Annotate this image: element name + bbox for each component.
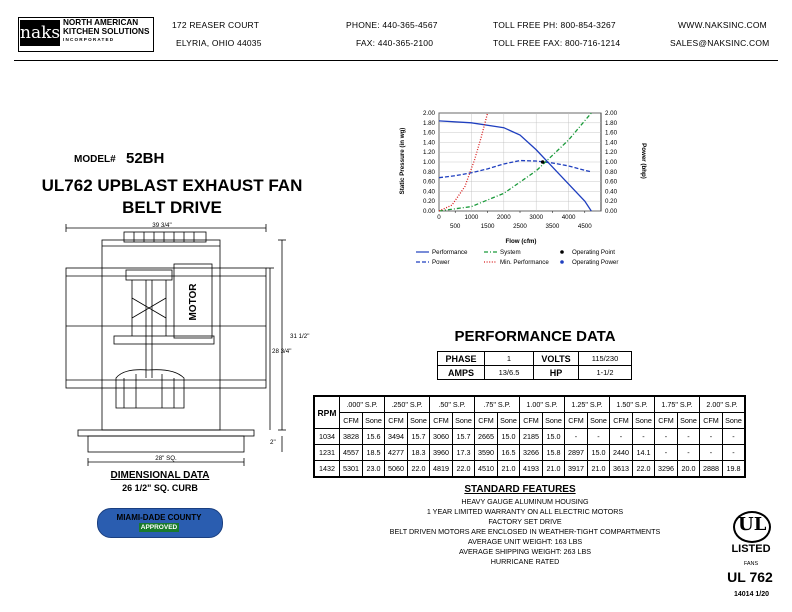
cfm-header: CFM bbox=[340, 413, 363, 429]
base-dimension: 2" bbox=[270, 439, 276, 446]
x-tick-label: 1500 bbox=[480, 223, 495, 230]
sone-header: Sone bbox=[588, 413, 610, 429]
features-title: STANDARD FEATURES bbox=[464, 484, 576, 495]
table-cell: 3494 bbox=[385, 429, 408, 445]
y2-axis-label: Power (bhp) bbox=[640, 143, 647, 179]
logo-line1: NORTH AMERICAN bbox=[63, 18, 139, 27]
table-cell: 16.5 bbox=[498, 445, 520, 461]
table-cell: - bbox=[655, 445, 678, 461]
sp-header: .50" S.P. bbox=[430, 396, 475, 413]
sone-header: Sone bbox=[363, 413, 385, 429]
website-link[interactable]: WWW.NAKSINC.COM bbox=[678, 20, 767, 30]
x-tick-label: 4000 bbox=[561, 214, 576, 221]
cfm-header: CFM bbox=[430, 413, 453, 429]
table-cell: 15.6 bbox=[363, 429, 385, 445]
header-divider bbox=[14, 60, 778, 61]
sone-header: Sone bbox=[633, 413, 655, 429]
table-row bbox=[314, 445, 745, 461]
listed-label: LISTED bbox=[731, 543, 771, 555]
legend-label: Performance bbox=[432, 249, 468, 256]
table-cell: 14.1 bbox=[633, 445, 655, 461]
rpm-cell: 1034 bbox=[314, 429, 340, 445]
phase-value: 1 bbox=[485, 352, 534, 366]
table-cell: - bbox=[610, 429, 633, 445]
table-cell: 15.7 bbox=[408, 429, 430, 445]
logo-text bbox=[63, 19, 155, 45]
table-cell: - bbox=[655, 429, 678, 445]
y-tick-label: 0.60 bbox=[422, 178, 435, 186]
y-tick-label: 0.00 bbox=[422, 208, 435, 215]
table-cell: - bbox=[723, 445, 746, 461]
logo-line2: KITCHEN SOLUTIONS bbox=[63, 26, 150, 36]
table-cell: 4510 bbox=[475, 461, 498, 478]
sone-header: Sone bbox=[678, 413, 700, 429]
fax: FAX: 440-365-2100 bbox=[356, 38, 434, 48]
table-cell: - bbox=[633, 429, 655, 445]
legend-label: Power bbox=[432, 259, 450, 266]
table-cell: 21.0 bbox=[588, 461, 610, 478]
address-line2: ELYRIA, OHIO 44035 bbox=[176, 38, 262, 48]
cfm-header: CFM bbox=[520, 413, 543, 429]
performance-title: PERFORMANCE DATA bbox=[454, 328, 616, 345]
hp-label: HP bbox=[534, 366, 579, 380]
model-label: MODEL# bbox=[74, 154, 116, 165]
motor-label: MOTOR bbox=[188, 283, 199, 321]
table-cell: - bbox=[700, 445, 723, 461]
feature-item: HEAVY GAUGE ALUMINUM HOUSING bbox=[461, 497, 589, 506]
cfm-header: CFM bbox=[475, 413, 498, 429]
feature-item: 1 YEAR LIMITED WARRANTY ON ALL ELECTRIC MOTORS bbox=[426, 507, 624, 516]
table-cell: 3917 bbox=[565, 461, 588, 478]
y-tick-label: 1.00 bbox=[422, 159, 435, 166]
miami-dade-text: MIAMI-DADE COUNTY bbox=[116, 513, 202, 522]
table-cell: 3060 bbox=[430, 429, 453, 445]
table-cell: 3590 bbox=[475, 445, 498, 461]
sp-header: .000" S.P. bbox=[340, 396, 385, 413]
dimensional-drawing bbox=[44, 218, 310, 468]
phone: PHONE: 440-365-4567 bbox=[346, 20, 438, 30]
y-tick-label: 0.20 bbox=[422, 198, 435, 206]
table-cell: 4819 bbox=[430, 461, 453, 478]
table-cell: 2897 bbox=[565, 445, 588, 461]
x-tick-label: 1000 bbox=[464, 214, 479, 221]
y2-tick-label: 0.20 bbox=[605, 198, 618, 206]
table-cell: 3613 bbox=[610, 461, 633, 478]
ul-mark: UL bbox=[738, 514, 767, 535]
table-cell: 3266 bbox=[520, 445, 543, 461]
ul-code: UL 762 bbox=[727, 569, 773, 585]
document-number: 14014 1/20 bbox=[734, 591, 770, 598]
table-cell: 21.0 bbox=[498, 461, 520, 478]
cfm-header: CFM bbox=[385, 413, 408, 429]
table-cell: 22.0 bbox=[453, 461, 475, 478]
y2-tick-label: 0.60 bbox=[605, 178, 618, 186]
y-tick-label: 2.00 bbox=[422, 110, 435, 117]
email-link[interactable]: SALES@NAKSINC.COM bbox=[670, 38, 770, 48]
table-cell: 18.5 bbox=[363, 445, 385, 461]
table-cell: 5060 bbox=[385, 461, 408, 478]
table-cell: 15.7 bbox=[453, 429, 475, 445]
table-cell: - bbox=[700, 429, 723, 445]
x-tick-label: 2000 bbox=[496, 214, 511, 221]
rpm-cell: 1231 bbox=[314, 445, 340, 461]
legend-label: Min. Performance bbox=[500, 259, 549, 266]
y2-tick-label: 0.40 bbox=[605, 188, 618, 196]
y-tick-label: 0.40 bbox=[422, 188, 435, 196]
feature-item: AVERAGE UNIT WEIGHT: 163 LBS bbox=[467, 537, 583, 546]
cfm-header: CFM bbox=[565, 413, 588, 429]
table-cell: 3828 bbox=[340, 429, 363, 445]
fans-label: FANS bbox=[743, 561, 759, 567]
y-tick-label: 1.20 bbox=[422, 149, 435, 157]
feature-item: AVERAGE SHIPPING WEIGHT: 263 LBS bbox=[458, 547, 592, 556]
table-cell: 21.0 bbox=[543, 461, 565, 478]
volts-value: 115/230 bbox=[579, 352, 632, 366]
table-cell: 15.8 bbox=[543, 445, 565, 461]
cfm-header: CFM bbox=[655, 413, 678, 429]
phase-label: PHASE bbox=[438, 352, 485, 366]
y2-tick-label: 2.00 bbox=[605, 110, 618, 117]
table-row bbox=[314, 461, 745, 478]
y-axis-label: Static Pressure (in wg) bbox=[399, 127, 406, 195]
table-cell: 19.8 bbox=[723, 461, 746, 478]
rpm-performance-table bbox=[313, 395, 746, 478]
sp-header: 1.75" S.P. bbox=[655, 396, 700, 413]
table-cell: 2185 bbox=[520, 429, 543, 445]
legend-label: System bbox=[500, 249, 521, 256]
table-cell: 23.0 bbox=[363, 461, 385, 478]
sp-header: .250" S.P. bbox=[385, 396, 430, 413]
table-cell: 4557 bbox=[340, 445, 363, 461]
rpm-cell: 1432 bbox=[314, 461, 340, 478]
logo-line3: INCORPORATED bbox=[63, 37, 115, 42]
height-dimension: 31 1/2" bbox=[290, 333, 310, 340]
sone-header: Sone bbox=[408, 413, 430, 429]
x-tick-label: 3000 bbox=[529, 214, 544, 221]
sone-header: Sone bbox=[498, 413, 520, 429]
sp-header: 1.00" S.P. bbox=[520, 396, 565, 413]
table-cell: 3296 bbox=[655, 461, 678, 478]
address-line1: 172 REASER COURT bbox=[172, 20, 260, 30]
curb-dimension: 28" SQ. bbox=[155, 455, 177, 462]
hp-value: 1-1/2 bbox=[579, 366, 632, 380]
table-cell: 18.3 bbox=[408, 445, 430, 461]
dimensional-data-title: DIMENSIONAL DATA bbox=[110, 470, 210, 481]
product-title: UL762 UPBLAST EXHAUST FAN bbox=[41, 176, 303, 195]
table-cell: 22.0 bbox=[633, 461, 655, 478]
table-cell: 5301 bbox=[340, 461, 363, 478]
y2-tick-label: 0.00 bbox=[605, 208, 618, 215]
y-tick-label: 1.40 bbox=[422, 139, 435, 147]
table-cell: 2888 bbox=[700, 461, 723, 478]
table-cell: 22.0 bbox=[408, 461, 430, 478]
x-axis-label: Flow (cfm) bbox=[505, 238, 537, 245]
sp-header: 2.00" S.P. bbox=[700, 396, 746, 413]
table-cell: 17.3 bbox=[453, 445, 475, 461]
y-tick-label: 1.60 bbox=[422, 129, 435, 137]
legend-marker bbox=[560, 250, 564, 254]
table-cell: - bbox=[588, 429, 610, 445]
legend-label: Operating Point bbox=[572, 249, 615, 256]
table-row bbox=[314, 429, 745, 445]
y2-tick-label: 1.40 bbox=[605, 139, 618, 147]
table-cell: 4193 bbox=[520, 461, 543, 478]
logo-mark: naks bbox=[20, 20, 60, 46]
cfm-header: CFM bbox=[610, 413, 633, 429]
x-tick-label: 3500 bbox=[545, 223, 560, 230]
sp-header: 1.25" S.P. bbox=[565, 396, 610, 413]
y2-tick-label: 0.80 bbox=[605, 168, 618, 176]
table-cell: 3960 bbox=[430, 445, 453, 461]
sone-header: Sone bbox=[723, 413, 746, 429]
legend-label: Operating Power bbox=[572, 259, 619, 266]
sone-header: Sone bbox=[453, 413, 475, 429]
sp-header: 1.50" S.P. bbox=[610, 396, 655, 413]
table-cell: 2665 bbox=[475, 429, 498, 445]
table-cell: 2440 bbox=[610, 445, 633, 461]
table-cell: 4277 bbox=[385, 445, 408, 461]
tollfree-fax: TOLL FREE FAX: 800-716-1214 bbox=[493, 38, 621, 48]
sone-header: Sone bbox=[543, 413, 565, 429]
cfm-header: CFM bbox=[700, 413, 723, 429]
amps-value: 13/6.5 bbox=[485, 366, 534, 380]
inner-height-dimension: 28 3/4" bbox=[272, 348, 292, 355]
table-cell: - bbox=[678, 429, 700, 445]
electrical-table bbox=[437, 351, 632, 380]
table-cell: - bbox=[565, 429, 588, 445]
table-cell: - bbox=[723, 429, 746, 445]
feature-item: FACTORY SET DRIVE bbox=[488, 517, 562, 526]
y-tick-label: 0.80 bbox=[422, 168, 435, 176]
rpm-header: RPM bbox=[314, 396, 340, 429]
volts-label: VOLTS bbox=[534, 352, 579, 366]
operating-point bbox=[541, 160, 545, 164]
y2-tick-label: 1.20 bbox=[605, 149, 618, 157]
width-dimension: 39 3/4" bbox=[152, 222, 172, 229]
y2-tick-label: 1.80 bbox=[605, 119, 618, 127]
table-cell: - bbox=[678, 445, 700, 461]
model-number: 52BH bbox=[126, 150, 165, 167]
x-tick-label: 500 bbox=[450, 223, 461, 230]
x-tick-label: 0 bbox=[437, 214, 441, 221]
table-cell: 20.0 bbox=[678, 461, 700, 478]
performance-chart bbox=[396, 106, 646, 276]
curb-size: 26 1/2" SQ. CURB bbox=[122, 483, 198, 493]
table-cell: 15.0 bbox=[543, 429, 565, 445]
y2-tick-label: 1.60 bbox=[605, 129, 618, 137]
table-cell: 15.0 bbox=[498, 429, 520, 445]
y-tick-label: 1.80 bbox=[422, 119, 435, 127]
feature-item: HURRICANE RATED bbox=[490, 557, 560, 566]
amps-label: AMPS bbox=[438, 366, 485, 380]
x-tick-label: 2500 bbox=[513, 223, 527, 230]
y2-tick-label: 1.00 bbox=[605, 159, 618, 166]
legend-marker bbox=[560, 260, 564, 264]
approved-stamp: APPROVED bbox=[140, 524, 178, 531]
x-tick-label: 4500 bbox=[577, 223, 592, 230]
table-cell: 15.0 bbox=[588, 445, 610, 461]
sp-header: .75" S.P. bbox=[475, 396, 520, 413]
tollfree-phone: TOLL FREE PH: 800-854-3267 bbox=[493, 20, 616, 30]
product-subtitle: BELT DRIVE bbox=[122, 198, 222, 217]
feature-item: BELT DRIVEN MOTORS ARE ENCLOSED IN WEATHER-TIGHT COMPARTMENTS bbox=[389, 527, 661, 536]
